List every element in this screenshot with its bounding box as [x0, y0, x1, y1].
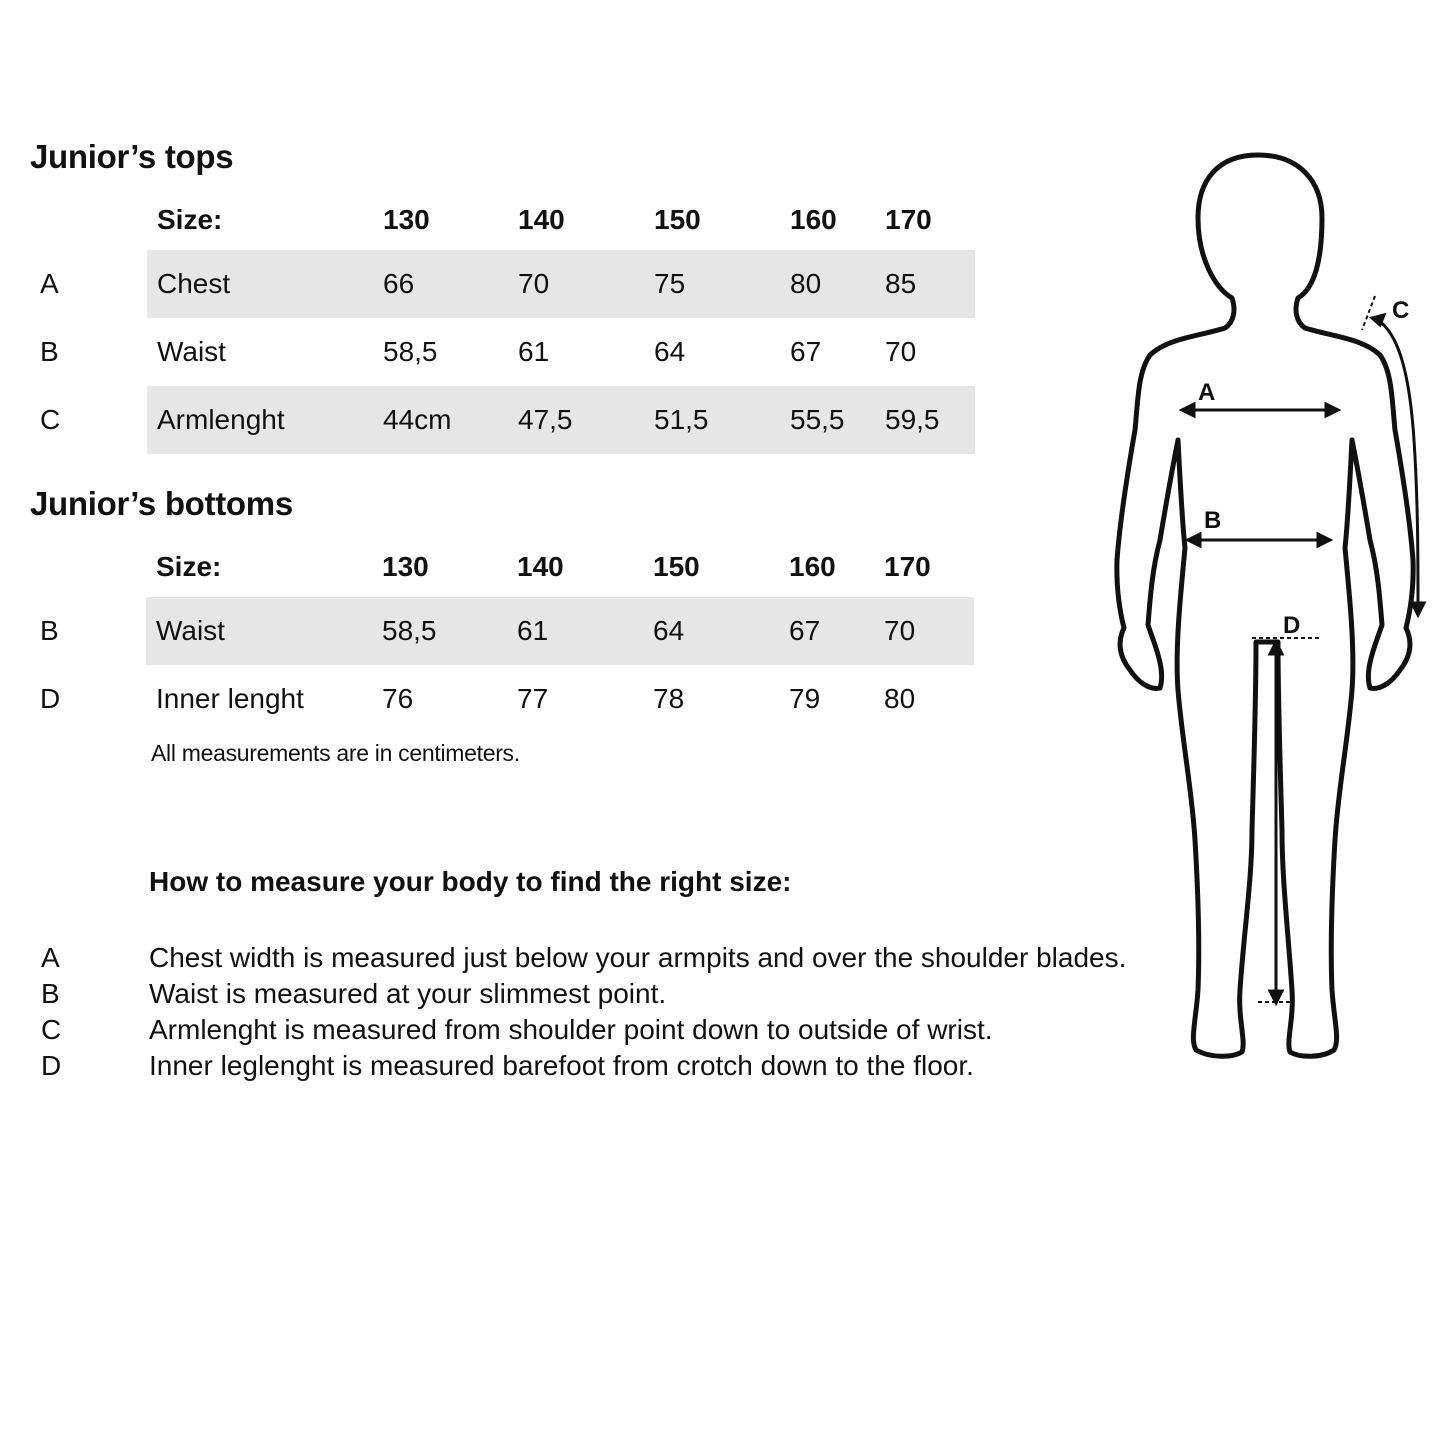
table-cell: 61: [517, 615, 549, 646]
size-header: 150: [653, 551, 700, 582]
list-item: [0, 1048, 1200, 1084]
table-row-waist: [0, 597, 980, 665]
table-cell: 67: [790, 336, 822, 367]
table-cell: 77: [517, 683, 549, 714]
arrow-head: [1372, 315, 1384, 325]
size-header-label: Size:: [157, 204, 223, 235]
size-header: 170: [885, 204, 932, 235]
table-cell: 70: [885, 336, 917, 367]
size-header: 170: [884, 551, 931, 582]
measure-arrows: [1182, 315, 1424, 1003]
howto-text: Chest width is measured just below your armpits and over the shoulder blades.: [149, 942, 1127, 973]
table-cell: 67: [789, 615, 821, 646]
table-cell: 47,5: [518, 404, 573, 435]
label-d: D: [1283, 612, 1301, 639]
table-cell: 75: [654, 268, 686, 299]
table-row-armlength: [0, 386, 980, 454]
table-cell: 59,5: [885, 404, 940, 435]
row-letter: B: [40, 336, 59, 367]
list-item: [0, 940, 1200, 976]
howto-title: How to measure your body to find the right size:: [149, 866, 792, 897]
row-label: Waist: [156, 615, 225, 646]
row-label: Armlenght: [157, 404, 285, 435]
table-cell: 85: [885, 268, 917, 299]
table-cell: 80: [790, 268, 822, 299]
table-cell: 76: [382, 683, 414, 714]
size-header: 140: [518, 204, 565, 235]
row-label: Inner lenght: [156, 683, 304, 714]
row-letter: C: [40, 404, 61, 435]
size-header: 160: [789, 551, 836, 582]
label-b: B: [1204, 507, 1222, 534]
table-cell: 78: [653, 683, 685, 714]
table-cell: 44cm: [383, 404, 452, 435]
label-c: C: [1392, 297, 1410, 324]
table-cell: 64: [654, 336, 686, 367]
list-item: [0, 976, 1200, 1012]
arrow-head: [1188, 534, 1200, 546]
table-cell: 55,5: [790, 404, 845, 435]
table-cell: 70: [884, 615, 916, 646]
arrow-head: [1182, 404, 1194, 416]
row-letter: B: [40, 615, 59, 646]
howto-text: Waist is measured at your slimmest point.: [149, 978, 667, 1009]
list-item: [0, 1012, 1200, 1048]
table-cell: 64: [653, 615, 685, 646]
size-header: 130: [383, 204, 430, 235]
howto-text: Inner leglenght is measured barefoot from crotch down to the floor.: [149, 1050, 974, 1081]
howto-letter: C: [41, 1014, 62, 1045]
arrow-head: [1318, 534, 1330, 546]
size-header: 130: [382, 551, 429, 582]
table-cell: 66: [383, 268, 415, 299]
arrow-head: [1326, 404, 1338, 416]
body-figure: [1095, 140, 1440, 1070]
row-letter: D: [40, 683, 61, 714]
size-header: 160: [790, 204, 837, 235]
howto-letter: A: [41, 942, 60, 973]
row-label: Waist: [157, 336, 226, 367]
bottoms-title: Junior’s bottoms: [30, 485, 293, 522]
label-a: A: [1198, 379, 1216, 406]
tops-title: Junior’s tops: [30, 138, 234, 175]
howto-text: Armlenght is measured from shoulder point down to outside of wrist.: [149, 1014, 993, 1045]
arrow-head: [1412, 603, 1424, 615]
tops-header-row: [0, 186, 980, 254]
table-cell: 70: [518, 268, 550, 299]
size-header-label: Size:: [156, 551, 222, 582]
table-cell: 58,5: [383, 336, 438, 367]
table-cell: 58,5: [382, 615, 437, 646]
size-header: 150: [654, 204, 701, 235]
guide-lines: [1252, 296, 1375, 1002]
shoulder-guide: [1362, 296, 1375, 330]
units-note: All measurements are in centimeters.: [151, 740, 520, 766]
table-cell: 51,5: [654, 404, 709, 435]
table-row-waist: [0, 318, 980, 386]
row-letter: A: [40, 268, 59, 299]
table-cell: 80: [884, 683, 916, 714]
howto-letter: D: [41, 1050, 62, 1081]
table-cell: 61: [518, 336, 550, 367]
bottoms-header-row: [0, 533, 980, 601]
table-row-inner-length: [0, 665, 980, 733]
size-header: 140: [517, 551, 564, 582]
row-label: Chest: [157, 268, 231, 299]
table-cell: 79: [789, 683, 821, 714]
howto-letter: B: [41, 978, 60, 1009]
table-row-chest: [0, 250, 980, 318]
body-outline: [1117, 155, 1413, 1056]
